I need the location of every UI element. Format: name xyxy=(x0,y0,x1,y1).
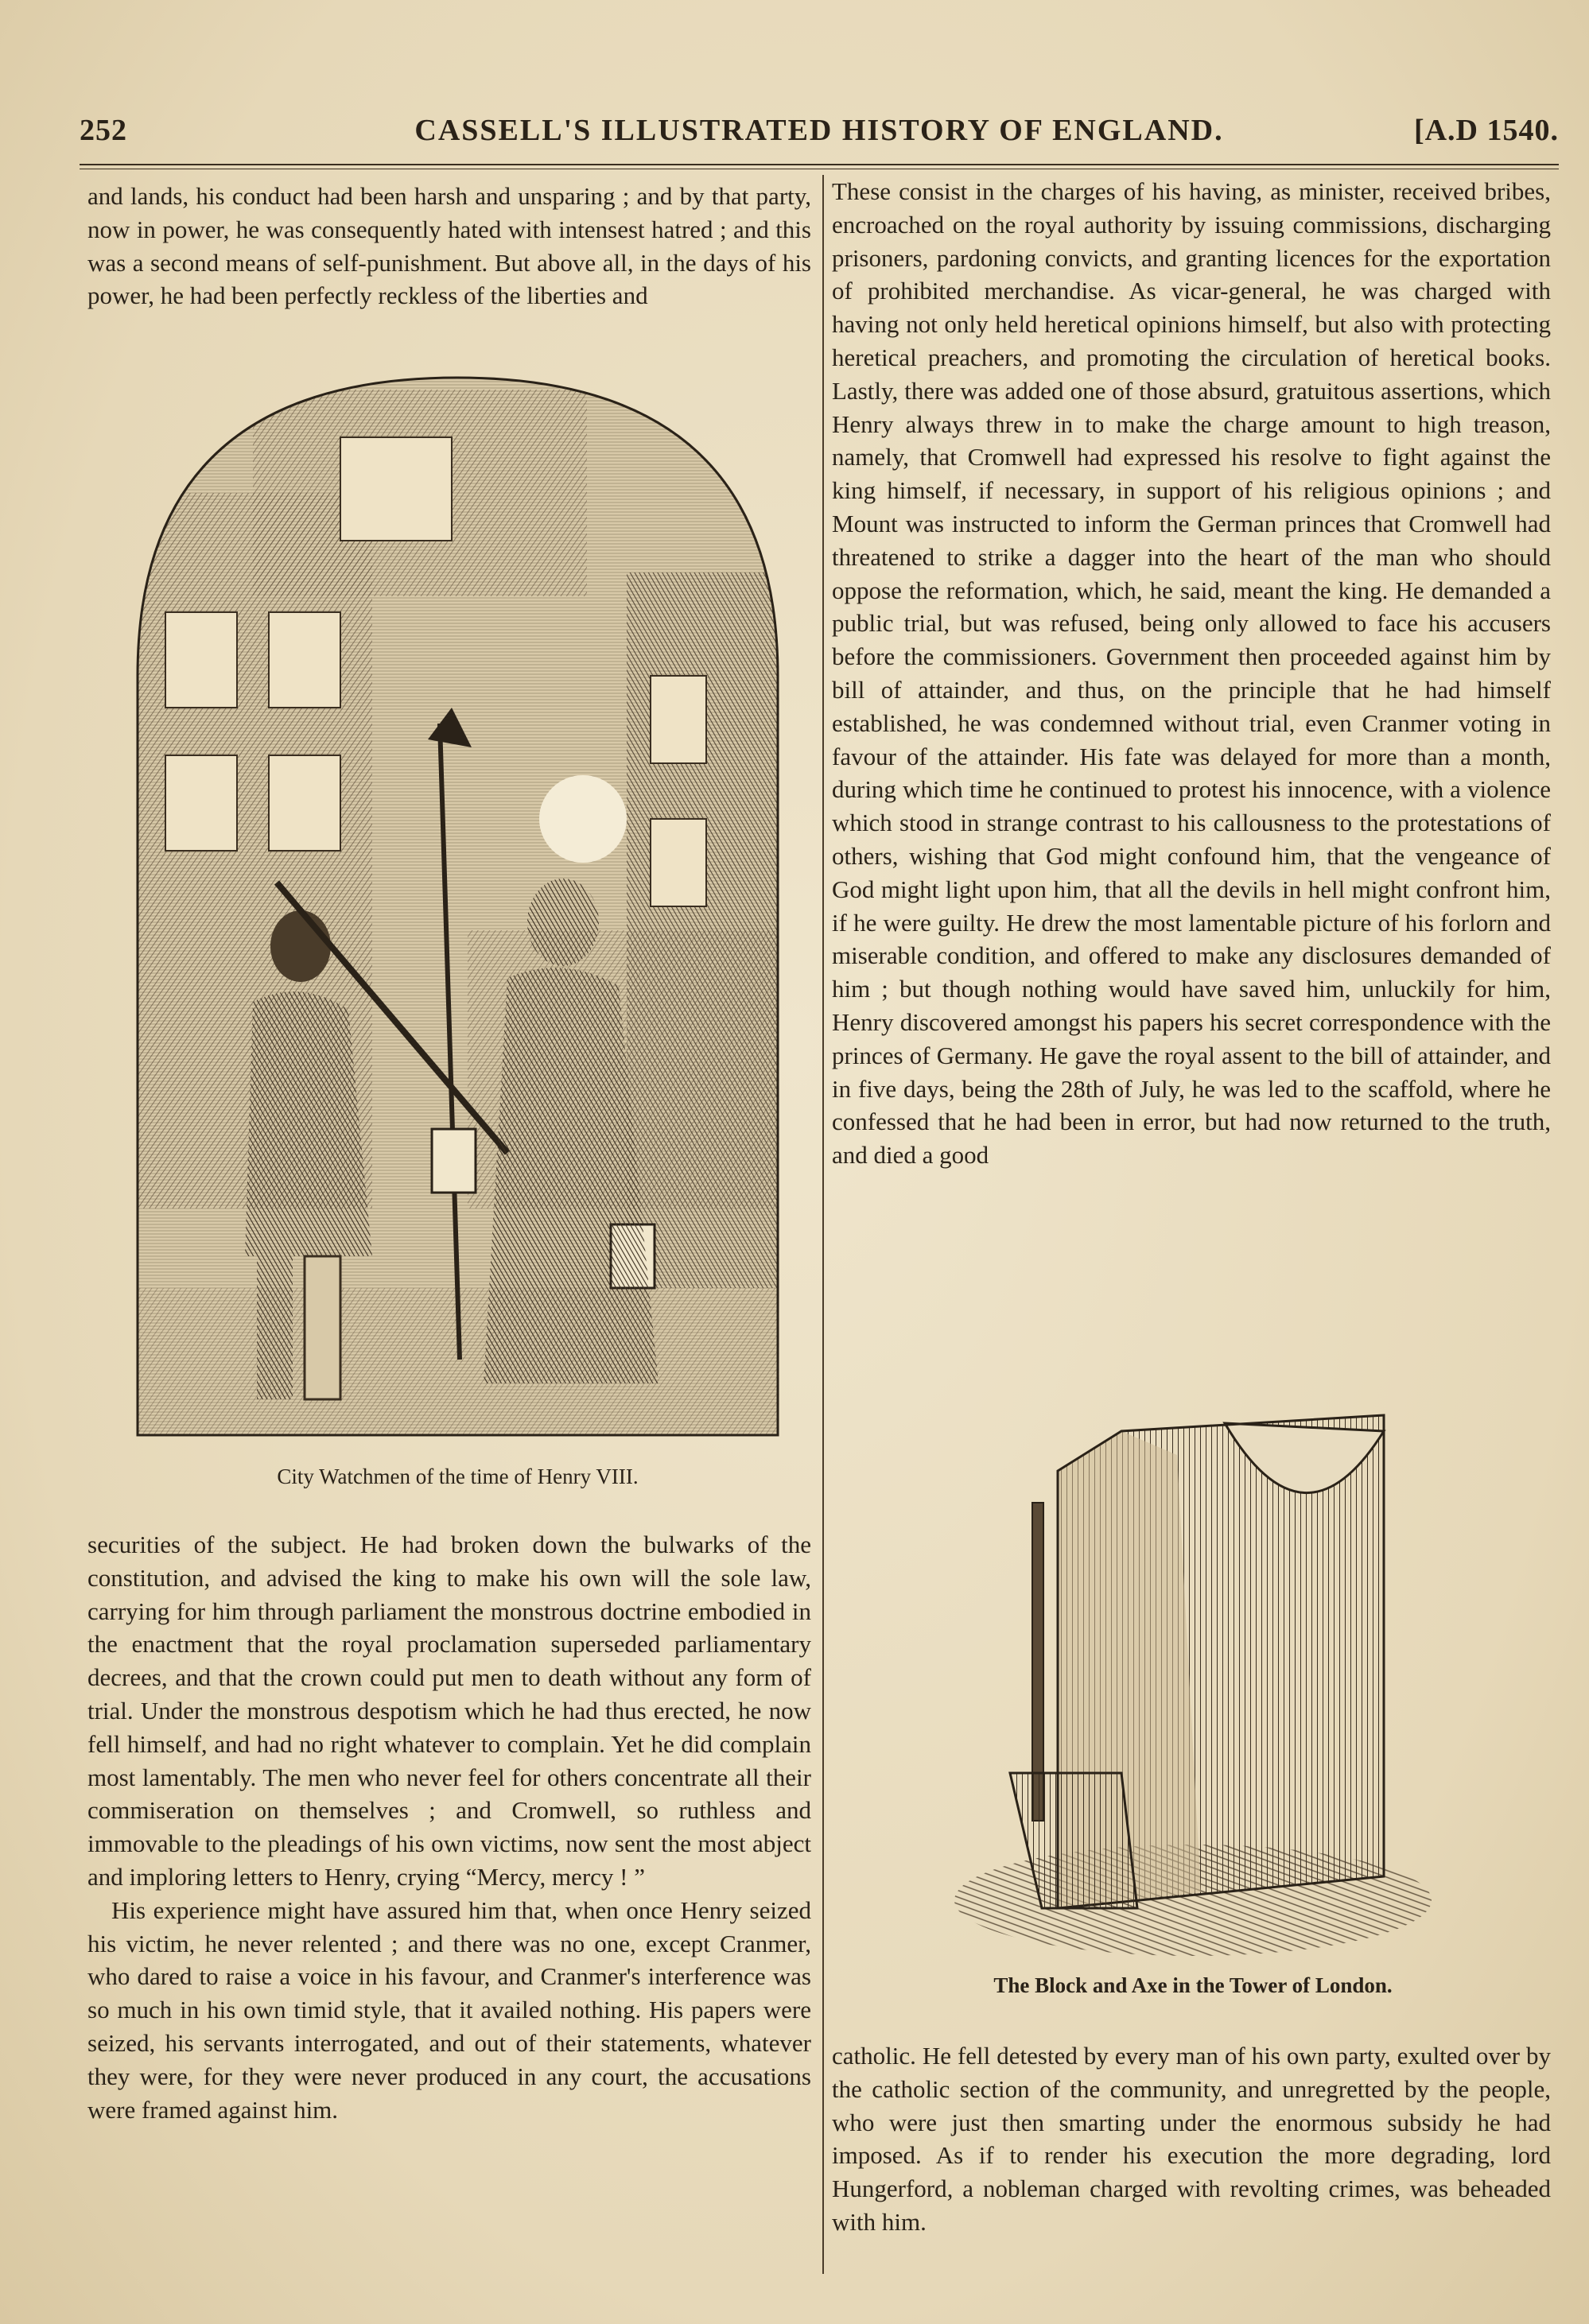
column-divider xyxy=(822,175,824,2274)
right-column-top-text xyxy=(832,175,1551,1172)
left-paragraph-3: His experience might have assured him that, when once Henry seized his victim, he never relented ; and there was no one, except Cranmer, who dared to raise a voice in his favour, and Cranmer's interference was so much in his own timid style, that it availed nothing. His papers were seized, his servants interrogated, and out of their statements, whatever they were, for they were never produced in any court, the accusations were framed against him. xyxy=(87,1895,811,2124)
right-paragraph-top: These consist in the charges of his having, as minister, received bribes, encroached on the royal authority by issuing commissions, discharging prisoners, pardoning convicts, and granting licences for the exportation of prohibited merchandise. As vicar-general, he was charged with having not only held heretical opinions himself, but also with protecting heretical preachers, and promoting the circulation of heretical books. Lastly, there was added one of those absurd, gratuitous assertions, which Henry always threw in to make the charge amount to high treason, namely, that Cromwell had expressed his resolve to fight against the king himself, if necessary, in support of his religious opinions ; and Mount was instructed to inform the German princes that Cromwell had threatened to strike a dagger into the heart of the man who should oppose the reformation, which, he said, meant the king. He demanded a public trial, but was refused, being only allowed to face his accusers before the commissioners. Government then proceeded against him by bill of attainder, and thus, on the principle that he had himself established, he was condemned without trial, even Cranmer voting in favour of the attainder. His fate was delayed for more than a month, during which time he continued to protest his innocence, with a violence which stood in strange contrast to his callousness to the protestations of others, wishing that God might confound him, that the vengeance of God might light upon him, that all the devils in hell might confront him, if he were guilty. He drew the most lamentable picture of his forlorn and miserable condition, and offered to make any disclosures demanded of him ; but though nothing would have saved him, unluckily for him, Henry discovered amongst his papers his secret correspondence with the princes of Germany. He gave the royal assent to the bill of attainder, and in five days, being the 28th of July, he was led to the scaffold, where he confessed that he had been in error, but had now returned to the truth, and died a good xyxy=(832,177,1551,1170)
running-date: [A.D 1540. xyxy=(1413,114,1559,147)
left-column-bottom-text xyxy=(87,1528,811,2126)
page-number: 252 xyxy=(80,114,127,147)
left-paragraph-top: and lands, his conduct had been harsh and unsparing ; and by that party, now in power, he was consequently hated with intensest hatred ; and this was a second means of self-punishment. But above all, in the days of his power, he had been perfectly reckless of the liberties and xyxy=(87,182,811,310)
right-column-bottom-text xyxy=(832,2039,1551,2239)
running-title: CASSELL'S ILLUSTRATED HISTORY OF ENGLAND. xyxy=(414,114,1224,147)
block-axe-caption: The Block and Axe in the Tower of London. xyxy=(993,1973,1393,1997)
watchmen-illustration xyxy=(134,374,782,1443)
right-paragraph-bottom: catholic. He fell detested by every man of his own party, exulted over by the catholic section of the community, and unregretted by the people, who were just then smarting under the enormous subsidy he had imposed. As if to render his execution the more degrading, lord Hungerford, a nobleman charged with revolting crimes, was beheaded with him. xyxy=(832,2042,1551,2236)
left-paragraph-2: securities of the subject. He had broken down the bulwarks of the constitution, and advised the king to make his own will the sole law, carrying for him through parliament the monstrous doctrine embodied in the enactment that the royal proclamation superseded parliamentary decrees, and that the crown could put men to death without any form of trial. Under the monstrous despotism which he had thus erected, he now fell himself, and had no right whatever to complain. Yet he did complain most lamentably. The men who never feel for others concentrate all their commiseration on themselves ; and Cromwell, so ruthless and immovable to the pleadings of his own victims, now sent the most abject and imploring letters to Henry, crying “Mercy, mercy ! ” xyxy=(87,1531,811,1891)
left-column-top-text xyxy=(87,180,811,312)
watchmen-caption: City Watchmen of the time of Henry VIII. xyxy=(277,1465,639,1488)
header-rule xyxy=(80,164,1559,165)
block-axe-illustration xyxy=(938,1399,1447,1972)
running-header xyxy=(80,113,1559,153)
